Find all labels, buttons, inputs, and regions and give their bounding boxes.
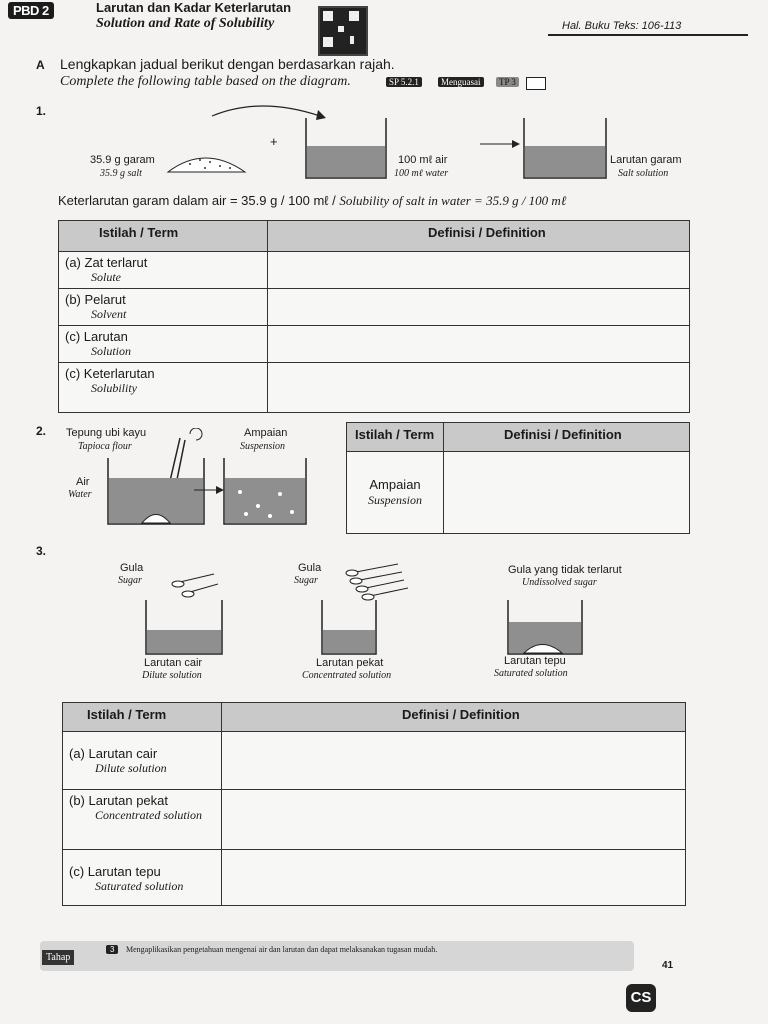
sugar-label-2: Gula (298, 562, 322, 574)
term-cell: (a) Larutan cair Dilute solution (63, 732, 222, 790)
term-header: Istilah / Term (347, 423, 444, 452)
salt-label: 35.9 g garam (90, 154, 155, 166)
water-label: Air (76, 476, 90, 488)
definition-answer-cell[interactable] (222, 790, 686, 850)
term-header: Istilah / Term (59, 221, 268, 252)
sugar-label-1-en: Sugar (118, 575, 142, 586)
term-cell: (c) Larutan tepu Saturated solution (63, 850, 222, 906)
qr-code (318, 6, 368, 56)
term-cell: Ampaian Suspension (347, 452, 444, 534)
q2-table (346, 422, 690, 534)
undissolved-sugar-label-en: Undissolved sugar (522, 577, 597, 588)
textbook-reference: Hal. Buku Teks: 106-113 (562, 20, 682, 32)
undissolved-sugar-label: Gula yang tidak terlarut (508, 564, 622, 576)
definition-header: Definisi / Definition (222, 703, 686, 732)
term-cell: (b) Pelarut Solvent (59, 289, 268, 326)
definition-header: Definisi / Definition (268, 221, 690, 252)
flour-label: Tepung ubi kayu (66, 427, 147, 439)
tp-badge: TP 3 (496, 77, 519, 87)
sugar-label-1: Gula (120, 562, 144, 574)
definition-answer-cell[interactable] (222, 732, 686, 790)
task-letter: A (36, 58, 45, 72)
concentrated-label-en: Concentrated solution (302, 670, 392, 681)
mastery-badge: Menguasai (438, 77, 484, 87)
water-label-en: Water (68, 489, 92, 500)
term-cell: (c) Keterlarutan Solubility (59, 363, 268, 413)
water-label-en: 100 mℓ water (394, 168, 449, 179)
instruction-ms: Lengkapkan jadual berikut dengan berdasarkan rajah. (60, 56, 395, 72)
q3-table (62, 702, 686, 906)
solubility-ms: Keterlarutan garam dalam air = 35.9 g / 100 mℓ / (58, 193, 336, 208)
suspension-label: Ampaian (244, 427, 288, 439)
solubility-en: Solubility of salt in water = 35.9 g / 100 mℓ (339, 193, 567, 208)
definition-answer-cell[interactable] (268, 289, 690, 326)
pbd-badge: PBD 2 (8, 2, 54, 19)
definition-answer-cell[interactable] (268, 252, 690, 289)
tp-level-badge: 3 (106, 945, 118, 954)
definition-answer-cell[interactable] (444, 452, 690, 534)
tahap-label: Tahap (42, 950, 74, 965)
camscanner-logo: CS (626, 984, 656, 1012)
question-number: 1. (36, 104, 47, 118)
question-number: 3. (36, 544, 47, 558)
page-title-en: Solution and Rate of Solubility (96, 16, 275, 31)
dilute-label: Larutan cair (144, 657, 203, 669)
sp-badge: SP 5.2.1 (386, 77, 422, 87)
tp-checkbox[interactable] (526, 77, 546, 90)
q1-table (58, 220, 690, 413)
page-title-ms: Larutan dan Kadar Keterlarutan (96, 0, 292, 15)
term-cell: (c) Larutan Solution (59, 326, 268, 363)
header-rule (548, 34, 748, 36)
suspension-label-en: Suspension (240, 441, 285, 452)
term-cell: (a) Zat terlarut Solute (59, 252, 268, 289)
saturated-label-en: Saturated solution (494, 668, 568, 679)
flour-label-en: Tapioca flour (78, 441, 132, 452)
definition-answer-cell[interactable] (268, 326, 690, 363)
suspension-diagram (100, 428, 322, 528)
salt-solution-label-en: Salt solution (618, 168, 669, 179)
term-header: Istilah / Term (63, 703, 222, 732)
salt-solution-label: Larutan garam (610, 154, 682, 166)
concentrated-label: Larutan pekat (316, 657, 384, 669)
sugar-solutions-diagram (140, 560, 590, 660)
dilute-label-en: Dilute solution (142, 670, 202, 681)
salt-label-en: 35.9 g salt (100, 168, 142, 179)
question-number: 2. (36, 424, 47, 438)
sugar-label-2-en: Sugar (294, 575, 318, 586)
definition-answer-cell[interactable] (222, 850, 686, 906)
footer-description: Mengaplikasikan pengetahuan mengenai air dan larutan dan dapat melaksanakan tugasan mudah. (126, 945, 438, 954)
definition-header: Definisi / Definition (444, 423, 690, 452)
plus-sign: + (270, 134, 278, 149)
solubility-statement (58, 193, 566, 209)
definition-answer-cell[interactable] (268, 363, 690, 413)
saturated-label: Larutan tepu (504, 655, 566, 667)
term-cell: (b) Larutan pekat Concentrated solution (63, 790, 222, 850)
instruction-en: Complete the following table based on the diagram. (60, 74, 351, 89)
page-number: 41 (662, 960, 674, 971)
water-label: 100 mℓ air (398, 154, 448, 166)
